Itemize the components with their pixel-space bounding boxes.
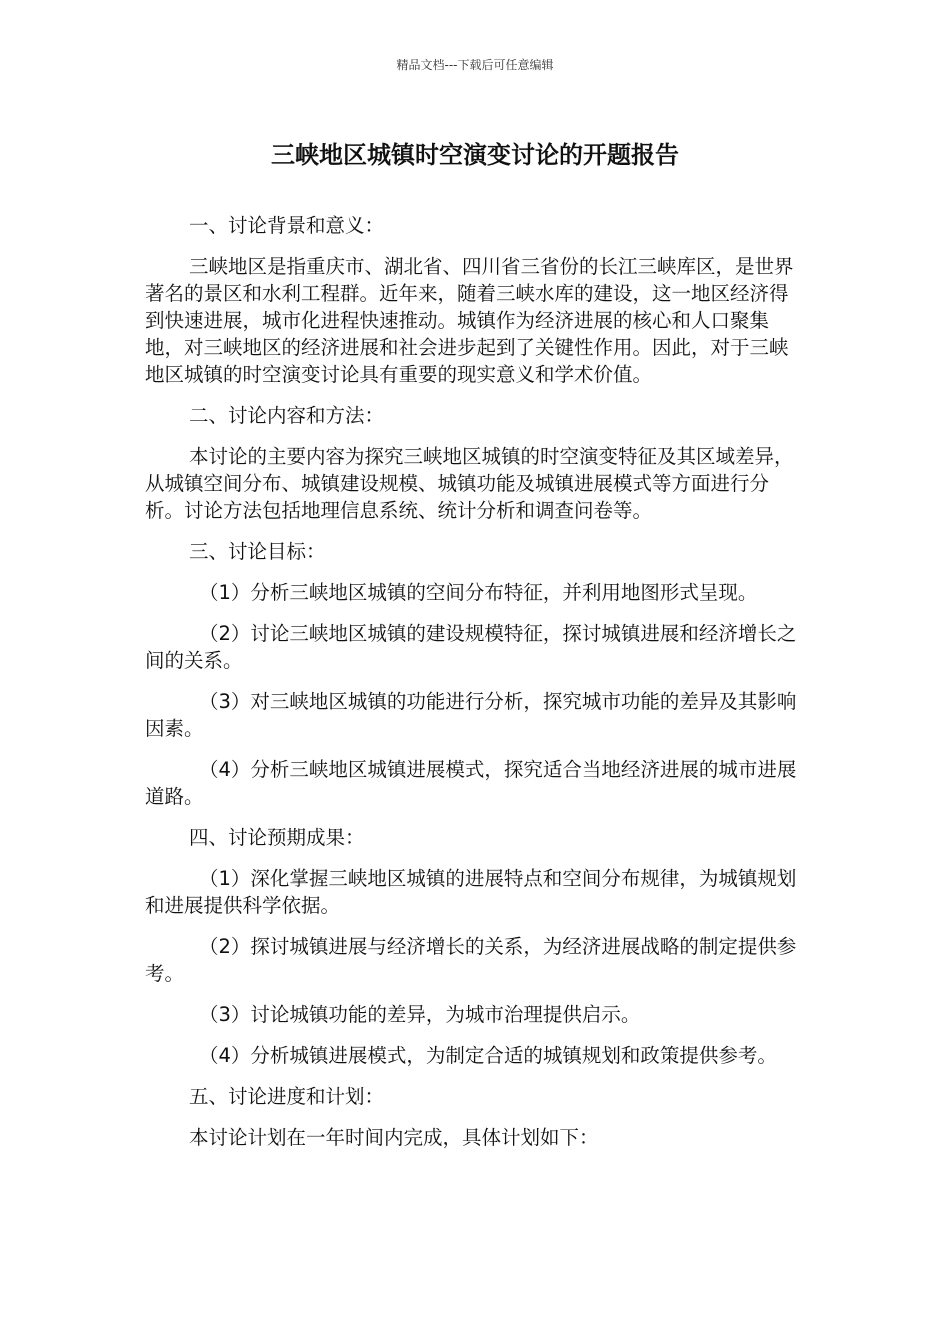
result-item: （1）深化掌握三峡地区城镇的进展特点和空间分布规律，为城镇规划和进展提供科学依据。 [145,867,797,917]
section-body-background: 三峡地区是指重庆市、湖北省、四川省三省份的长江三峡库区，是世界著名的景区和水利工程群。近年来，随着三峡水库的建设，这一地区经济得到快速进展，城市化进程快速推动。城镇作为经济进展的核心和人口聚集地，对三峡地区的经济进展和社会进步起到了关键性作用。因此，对于三峡地区城镇的时空演变讨论具有重要的现实意义和学术价值。 [145,255,794,386]
section-heading-schedule: 五、讨论进度和计划： [189,1085,385,1108]
goal-item: （2）讨论三峡地区城镇的建设规模特征，探讨城镇进展和经济增长之间的关系。 [145,622,797,672]
section-heading-expected-results: 四、讨论预期成果： [189,826,365,849]
result-item: （4）分析城镇进展模式，为制定合适的城镇规划和政策提供参考。 [199,1044,777,1067]
document-body [145,212,805,1165]
result-item: （3）讨论城镇功能的差异，为城市治理提供启示。 [199,1003,641,1026]
goal-item: （4）分析三峡地区城镇进展模式，探究适合当地经济进展的城市进展道路。 [145,758,797,808]
section-body-schedule: 本讨论计划在一年时间内完成，具体计划如下： [189,1126,599,1149]
section-heading-background: 一、讨论背景和意义： [189,214,385,237]
header-note: 精品文档---下载后可任意编辑 [396,58,554,72]
section-heading-goals: 三、讨论目标： [189,540,326,563]
result-item: （2）探讨城镇进展与经济增长的关系，为经济进展战略的制定提供参考。 [145,935,797,985]
section-heading-content-methods: 二、讨论内容和方法： [189,404,385,427]
document-title: 三峡地区城镇时空演变讨论的开题报告 [271,141,679,169]
goal-item: （3）对三峡地区城镇的功能进行分析，探究城市功能的差异及其影响因素。 [145,690,797,740]
section-body-content-methods: 本讨论的主要内容为探究三峡地区城镇的时空演变特征及其区域差异，从城镇空间分布、城镇建设规模、城镇功能及城镇进展模式等方面进行分析。讨论方法包括地理信息系统、统计分析和调查问卷等。 [145,445,794,522]
goal-item: （1）分析三峡地区城镇的空间分布特征，并利用地图形式呈现。 [199,581,758,604]
